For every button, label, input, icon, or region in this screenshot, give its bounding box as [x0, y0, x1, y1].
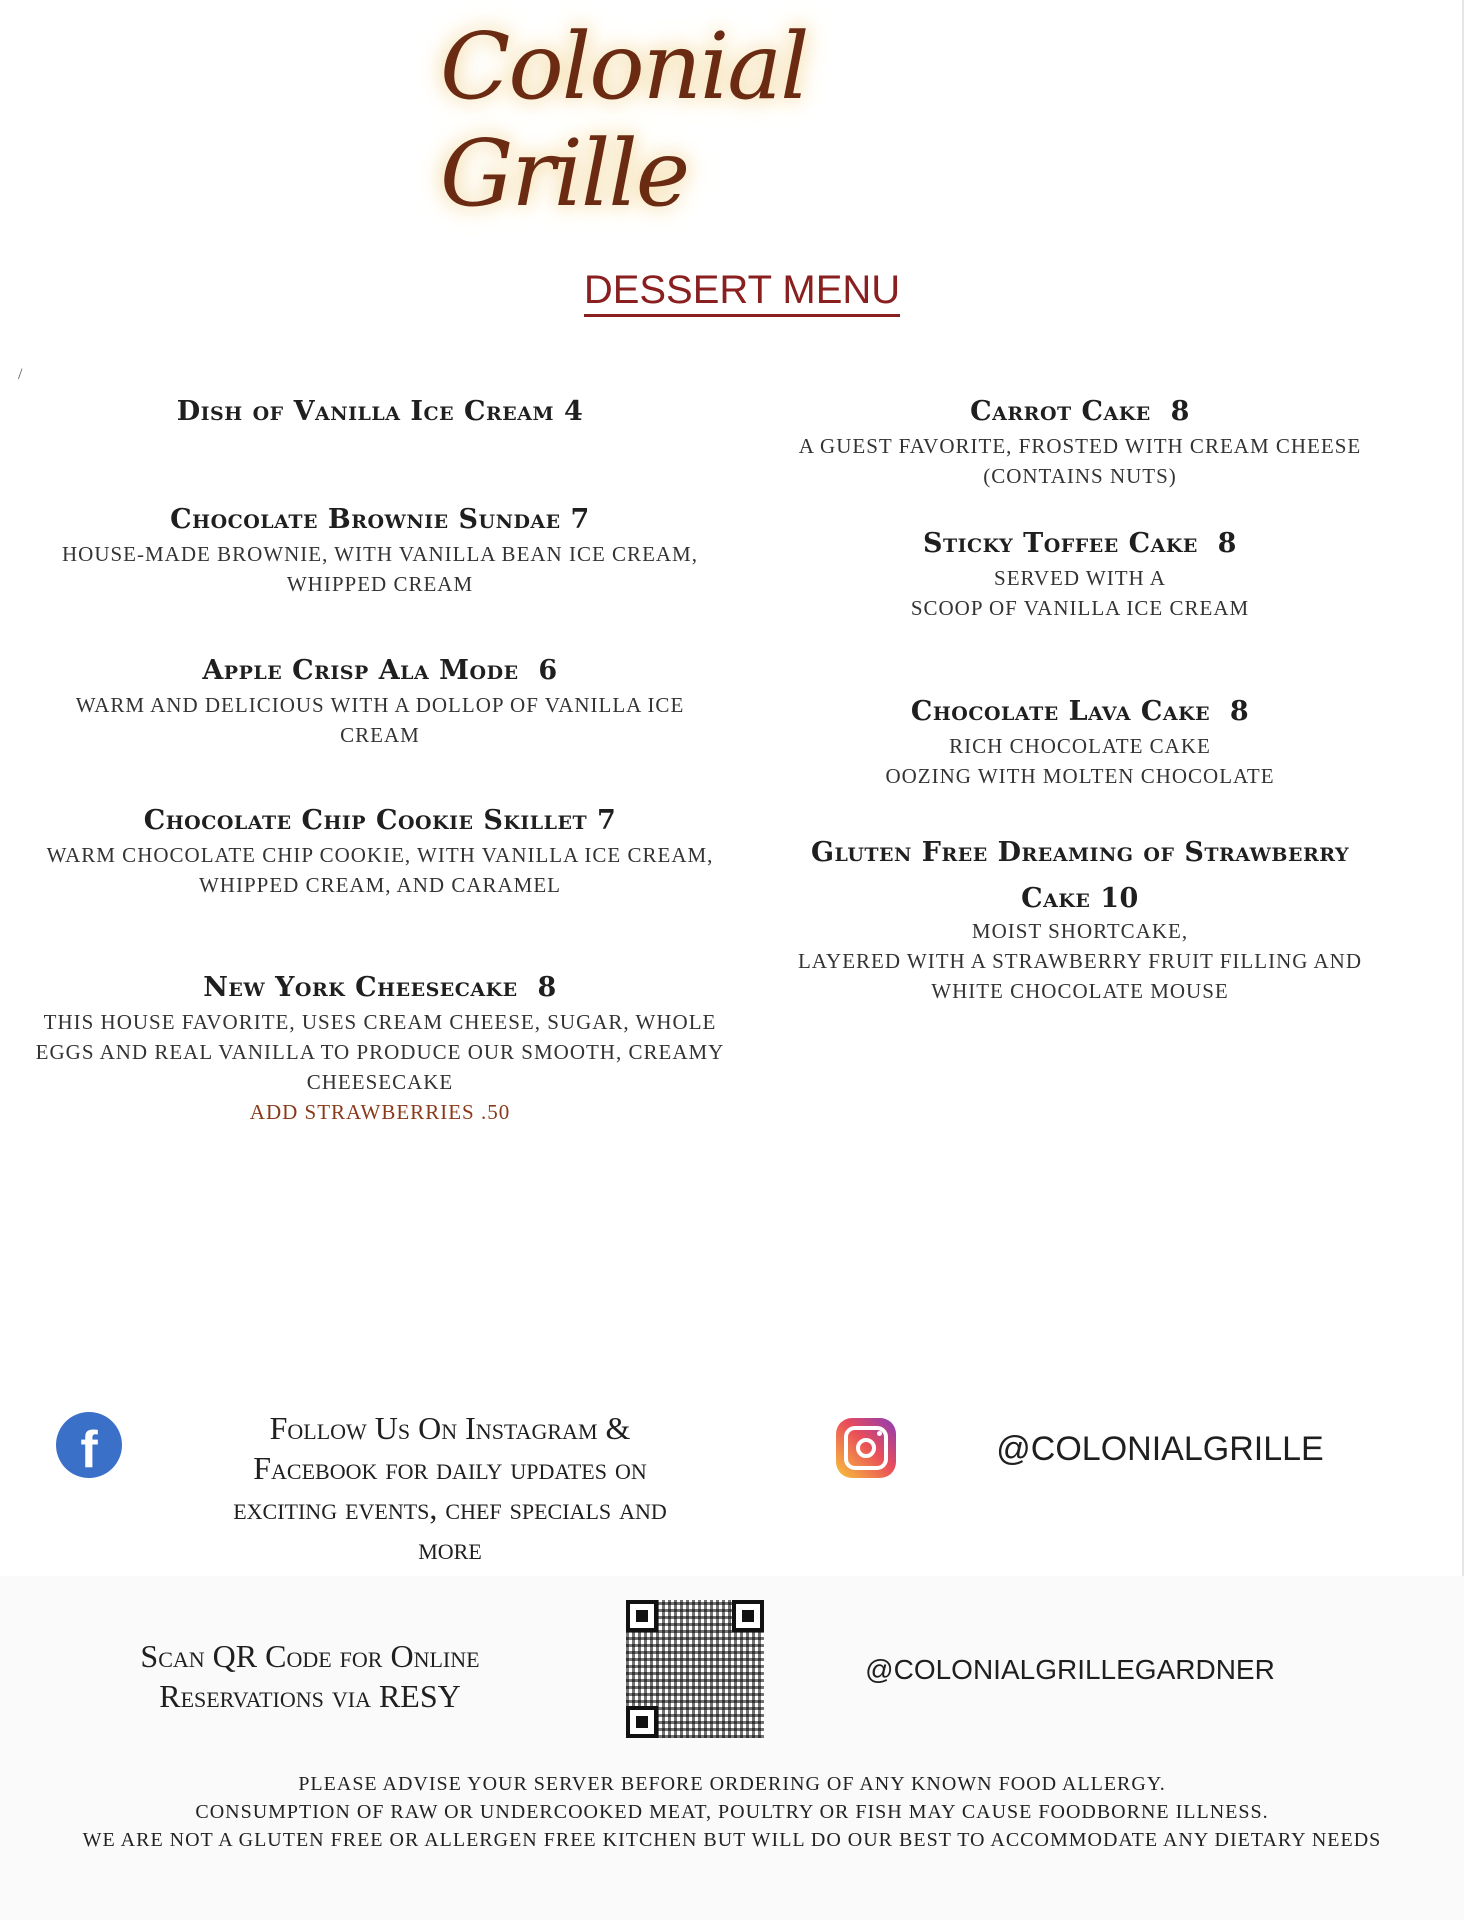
menu-item: [710, 528, 1450, 623]
menu-left-column: [20, 0, 740, 1150]
menu-item: [20, 396, 740, 427]
menu-right-column: [710, 0, 1450, 1150]
qr-finder: [732, 1600, 764, 1632]
page-title-text: DESSERT MENU: [584, 268, 900, 317]
qr-code[interactable]: [626, 1600, 764, 1738]
menu-item: [20, 972, 740, 1127]
follow-us-text: Follow Us On Instagram & Facebook for daily updates on exciting events, chef specials and more: [233, 1410, 667, 1566]
instagram-handle[interactable]: @COLONIALGRILLE: [996, 1430, 1324, 1468]
item-name: Chocolate Lava Cake 8: [910, 696, 1250, 727]
facebook-icon[interactable]: f: [56, 1412, 122, 1478]
item-description: WARM AND DELICIOUS WITH A DOLLOP OF VANILLA ICE CREAM: [75, 693, 685, 747]
menu-item: [20, 655, 740, 750]
item-name: Apple Crisp Ala Mode 6: [202, 655, 558, 686]
item-description: RICH CHOCOLATE CAKE OOZING WITH MOLTEN CHOCOLATE: [885, 734, 1275, 788]
item-description: HOUSE-MADE BROWNIE, WITH VANILLA BEAN ICE CREAM, WHIPPED CREAM: [62, 542, 698, 596]
consumption-notice: CONSUMPTION OF RAW OR UNDERCOOKED MEAT, POULTRY OR FISH MAY CAUSE FOODBORNE ILLNESS.: [195, 1801, 1269, 1823]
item-description: MOIST SHORTCAKE, LAYERED WITH A STRAWBERRY FRUIT FILLING AND WHITE CHOCOLATE MOUSE: [797, 919, 1362, 1003]
item-description: SERVED WITH A SCOOP OF VANILLA ICE CREAM: [910, 566, 1250, 620]
reservations-text: Scan QR Code for Online Reservations via RESY: [140, 1638, 480, 1714]
instagram-icon-dot: [877, 1431, 882, 1436]
menu-item: [20, 805, 740, 900]
item-name: New York Cheesecake 8: [203, 972, 557, 1003]
menu-item: [710, 830, 1450, 1006]
dietary-notice: WE ARE NOT A GLUTEN FREE OR ALLERGEN FREE KITCHEN BUT WILL DO OUR BEST TO ACCOMMODATE ANY DIETARY NEEDS: [82, 1829, 1382, 1851]
item-description: WARM CHOCOLATE CHIP COOKIE, WITH VANILLA ICE CREAM, WHIPPED CREAM, AND CARAMEL: [46, 843, 714, 897]
facebook-handle[interactable]: @COLONIALGRILLEGARDNER: [865, 1654, 1275, 1685]
menu-item: [20, 504, 740, 599]
restaurant-logo: Colonial Grille: [440, 13, 808, 227]
item-name: Carrot Cake 8: [970, 396, 1190, 427]
instagram-icon[interactable]: [836, 1418, 896, 1478]
item-name: Chocolate Brownie Sundae 7: [170, 504, 590, 535]
item-description: THIS HOUSE FAVORITE, USES CREAM CHEESE, SUGAR, WHOLE EGGS AND REAL VANILLA TO PRODUCE OUR SMOOTH, CREAMY CHEESECAKE: [35, 1010, 725, 1094]
menu-item: [710, 696, 1450, 791]
item-name: Dish of Vanilla Ice Cream 4: [176, 396, 584, 427]
item-name: Gluten Free Dreaming of Strawberry Cake 10: [810, 837, 1350, 914]
item-name: Chocolate Chip Cookie Skillet 7: [143, 805, 617, 836]
item-description: A GUEST FAVORITE, FROSTED WITH CREAM CHEESE (CONTAINS NUTS): [798, 434, 1362, 488]
scan-mark: /: [18, 366, 23, 383]
item-addon: ADD STRAWBERRIES .50: [249, 1100, 511, 1124]
allergy-notice: PLEASE ADVISE YOUR SERVER BEFORE ORDERING OF ANY KNOWN FOOD ALLERGY.: [298, 1773, 1166, 1795]
qr-finder: [626, 1600, 658, 1632]
menu-item: [710, 396, 1450, 491]
item-name: Sticky Toffee Cake 8: [923, 528, 1237, 559]
qr-finder: [626, 1706, 658, 1738]
